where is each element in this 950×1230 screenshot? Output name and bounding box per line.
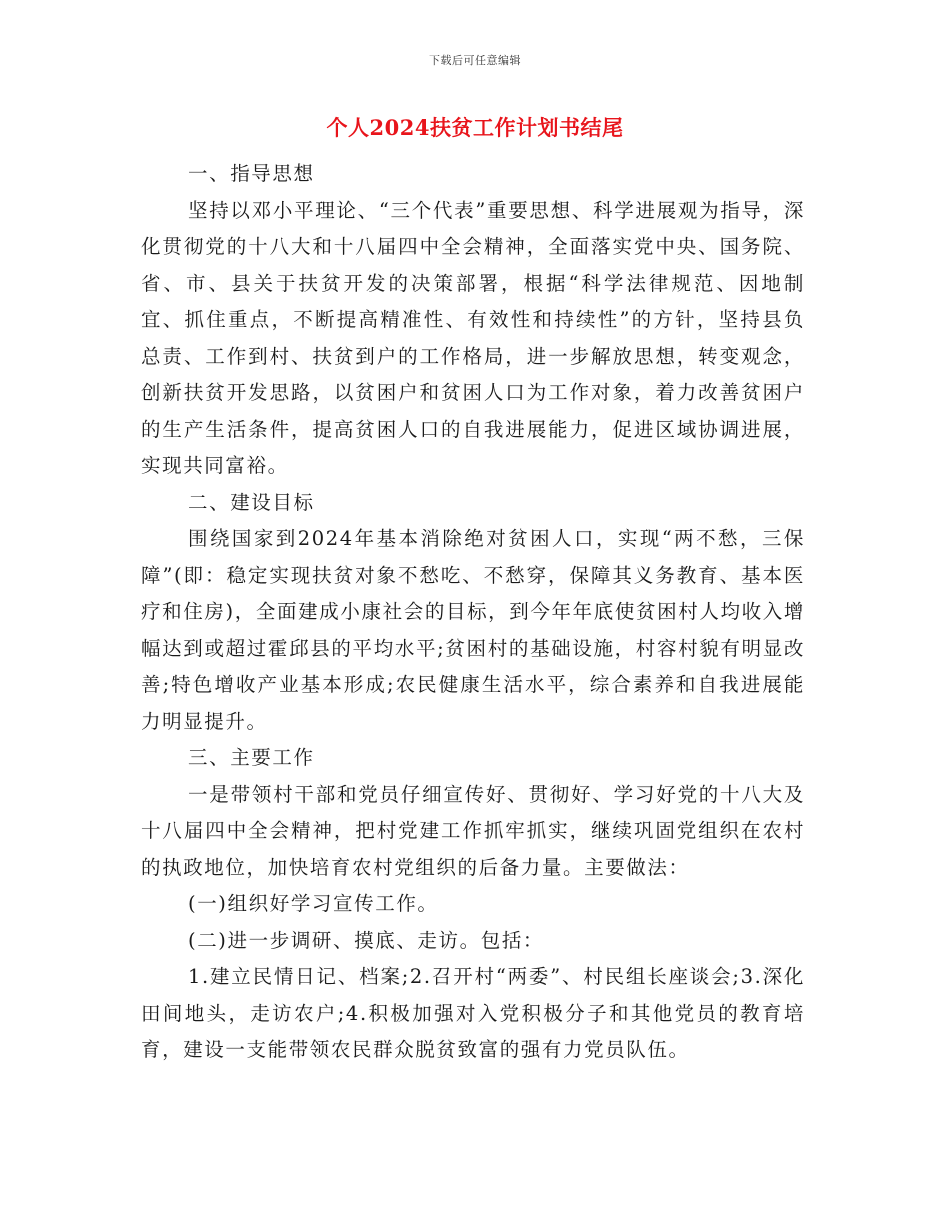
section-heading-main-work: 三、主要工作 xyxy=(188,746,315,769)
section-heading-construction-goals: 二、建设目标 xyxy=(188,490,315,514)
list-item-study-promotion: (一)组织好学习宣传工作。 xyxy=(188,892,439,915)
page-header-note: 下载后可任意编辑 xyxy=(429,54,521,67)
paragraph-measures: 1.建立民情日记、档案;2.召开村“两委”、村民组长座谈会;3.深化田间地头，走访农户;4.积极加强对入党积极分子和其他党员的教育培育，建设一支能带领农民群众脱贫致富的强有力党员队伍。 xyxy=(141,965,805,1061)
paragraph-construction-goals: 围绕国家到2024年基本消除绝对贫困人口，实现“两不愁，三保障”(即：稳定实现扶贫对象不愁吃、不愁穿，保障其义务教育、基本医疗和住房)，全面建成小康社会的目标，到今年年底使贫困村人均收入增幅达到或超过霍邱县的平均水平;贫困村的基础设施，村容村貌有明显改善;特色增收产业基本形成;农民健康生活水平，综合素养和自我进展能力明显提升。 xyxy=(141,527,805,733)
document-body xyxy=(141,156,805,1069)
document-title: 个人2024扶贫工作计划书结尾 xyxy=(326,115,624,140)
paragraph-guiding-thought: 坚持以邓小平理论、“三个代表”重要思想、科学进展观为指导，深化贯彻党的十八大和十八届四中全会精神，全面落实党中央、国务院、省、市、县关于扶贫开发的决策部署，根据“科学法律规范、因地制宜、抓住重点，不断提高精准性、有效性和持续性”的方针，坚持县负总责、工作到村、扶贫到户的工作格局，进一步解放思想，转变观念，创新扶贫开发思路，以贫困户和贫困人口为工作对象，着力改善贫困户的生产生活条件，提高贫困人口的自我进展能力，促进区域协调进展，实现共同富裕。 xyxy=(141,198,805,477)
list-item-research-visits: (二)进一步调研、摸底、走访。包括： xyxy=(188,928,545,952)
section-heading-guiding-thought: 一、指导思想 xyxy=(188,162,315,185)
paragraph-main-work: 一是带领村干部和党员仔细宣传好、贯彻好、学习好党的十八大及十八届四中全会精神，把村党建工作抓牢抓实，继续巩固党组织在农村的执政地位，加快培育农村党组织的后备力量。主要做法： xyxy=(141,782,805,879)
